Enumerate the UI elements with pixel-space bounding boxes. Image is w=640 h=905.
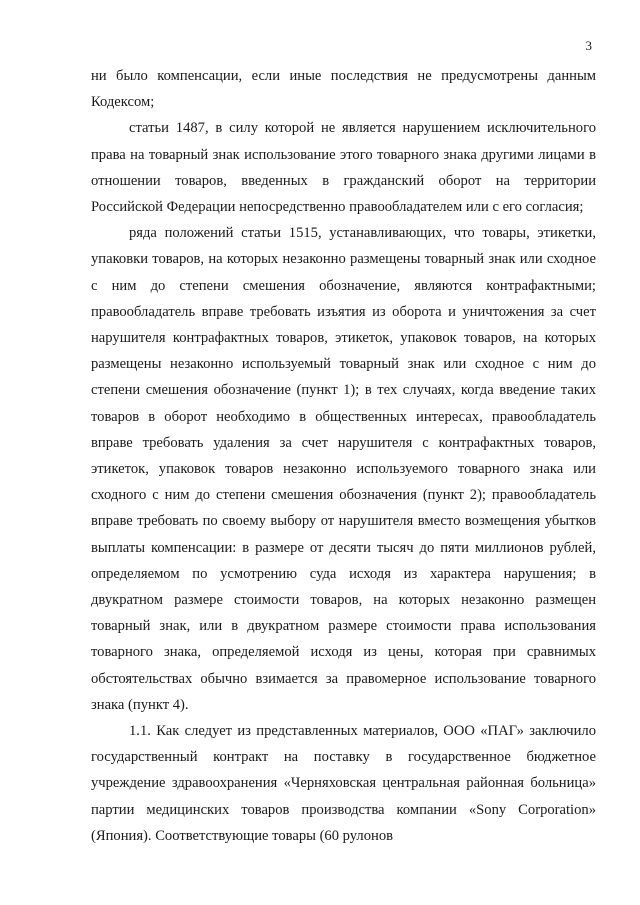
paragraph-continuation: ни было компенсации, если иные последствия не предусмотрены данным Кодексом; <box>91 68 596 111</box>
paragraph-article-1515: ряда положений статьи 1515, устанавливающих, что товары, этикетки, упаковки товаров, на которых незаконно размещены товарный знак или сходное с ним до степени смешения обозначение, являются контрафактными; правообладатель вправе требовать изъятия из оборота и уничтожения за счет нарушителя контрафактных товаров, этикеток, упаковок товаров, на которых размещены незаконно используемый товарный знак или сходное с ним до степени смешения обозначение (пункт 1); в тех случаях, когда введение таких товаров в оборот необходимо в общественных интересах, правообладатель вправе требовать удаления за счет нарушителя с контрафактных товаров, этикеток, упаковок товаров незаконно используемого товарного знака или сходного с ним до степени смешения обозначения (пункт 2); правообладатель вправе требовать по своему выбору от нарушителя вместо возмещения убытков выплаты компенсации: в размере от десяти тысяч до пяти миллионов рублей, определяемом по усмотрению суда исходя из характера нарушения; в двукратном размере стоимости товаров, на которых незаконно размещен товарный знак, или в двукратном размере стоимости права использования товарного знака, определяемой исходя из цены, которая при сравнимых обстоятельствах обычно взимается за правомерное использование товарного знака (пункт 4). <box>91 225 596 713</box>
page-number: 3 <box>585 38 592 53</box>
paragraph-article-1487: статьи 1487, в силу которой не является нарушением исключительного права на товарный знак использование этого товарного знака другими лицами в отношении товаров, введенных в гражданский оборот на территории Российской Федерации непосредственно правообладателем или с его согласия; <box>91 120 596 216</box>
paragraph-1-1: 1.1. Как следует из представленных материалов, ООО «ПАГ» заключило государственный контракт на поставку в государственное бюджетное учреждение здравоохранения «Черняховская центральная районная больница» партии медицинских товаров производства компании «Sony Corporation» (Япония). Соответствующие товары (60 рулонов <box>91 723 596 844</box>
document-body <box>91 63 596 849</box>
